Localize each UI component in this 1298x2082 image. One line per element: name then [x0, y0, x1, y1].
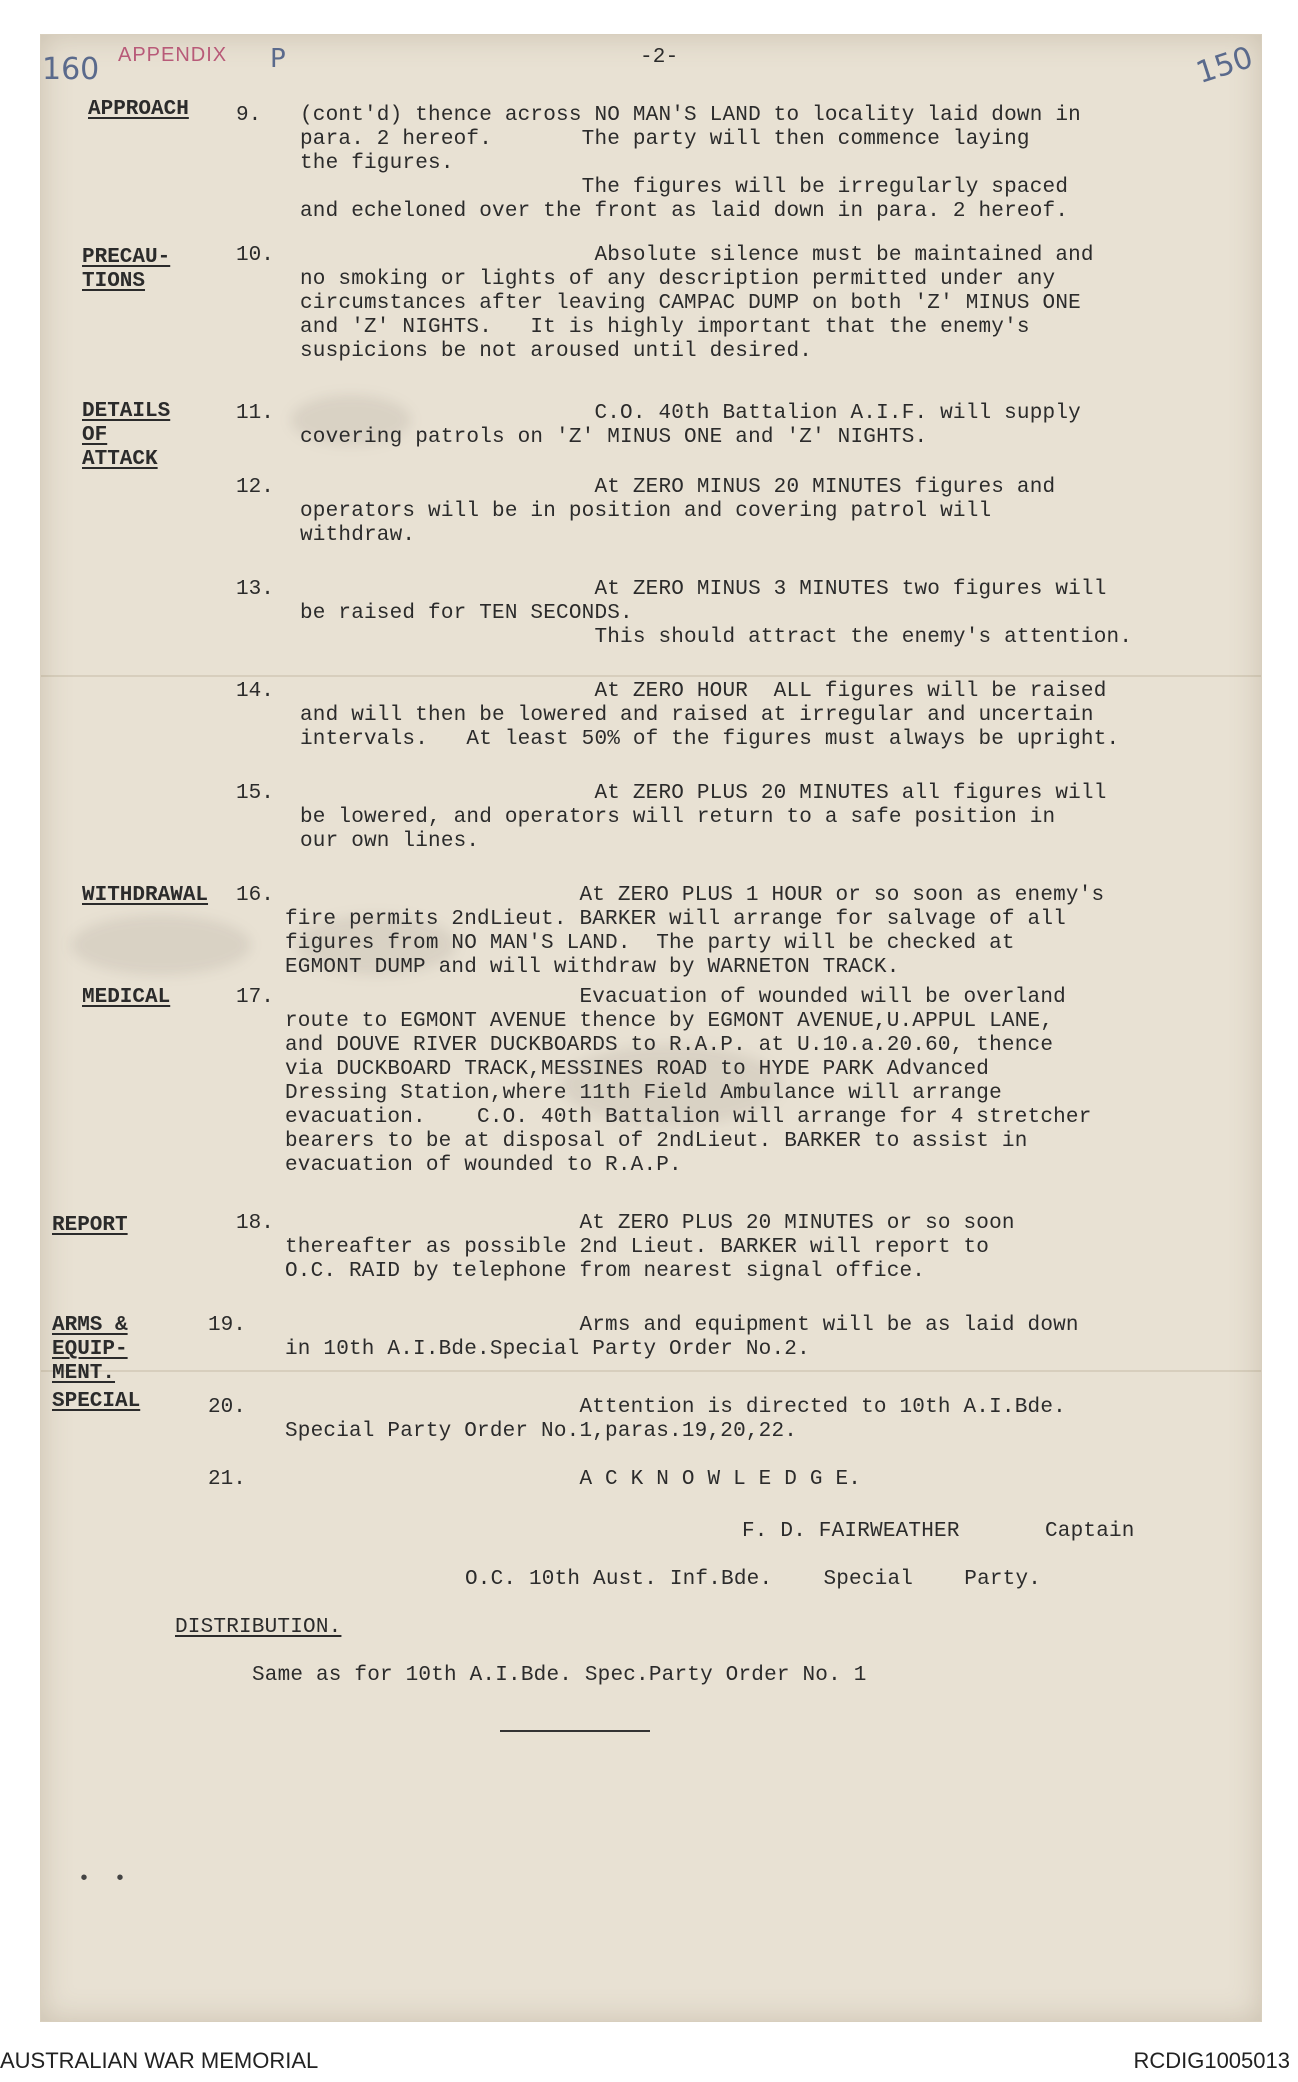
paragraph-line: be raised for TEN SECONDS.	[300, 602, 633, 625]
paragraph-line: no smoking or lights of any description permitted under any	[300, 268, 1056, 291]
section-heading: ARMS &	[52, 1314, 128, 1337]
paragraph-line: suspicions be not aroused until desired.	[300, 340, 813, 363]
signatory-rank: Captain	[1045, 1520, 1135, 1543]
section-heading: MEDICAL	[82, 986, 171, 1009]
paragraph-line: (cont'd) thence across NO MAN'S LAND to locality laid down in	[300, 104, 1081, 127]
paragraph-line: figures from NO MAN'S LAND. The party will be checked at	[285, 932, 1015, 955]
paragraph-number: 14.	[236, 680, 274, 703]
paragraph-line: C.O. 40th Battalion A.I.F. will supply	[300, 402, 1081, 425]
page-number: -2-	[640, 46, 679, 69]
paragraph-line: Arms and equipment will be as laid down	[285, 1314, 1079, 1337]
closing-rule	[500, 1730, 650, 1732]
handwritten-appendix-letter: P	[270, 44, 286, 74]
paragraph-line: fire permits 2ndLieut. BARKER will arrange for salvage of all	[285, 908, 1066, 931]
paragraph-line: Dressing Station,where 11th Field Ambulance will arrange	[285, 1082, 1002, 1105]
paragraph-line: At ZERO PLUS 20 MINUTES all figures will	[300, 782, 1107, 805]
paragraph-line: be lowered, and operators will return to a safe position in	[300, 806, 1056, 829]
footer-institution: AUSTRALIAN WAR MEMORIAL	[0, 2048, 319, 2073]
signatory-name: F. D. FAIRWEATHER	[742, 1520, 960, 1543]
paragraph-line: and will then be lowered and raised at irregular and uncertain	[300, 704, 1094, 727]
paragraph-line: and 'Z' NIGHTS. It is highly important that the enemy's	[300, 316, 1030, 339]
signatory-unit: O.C. 10th Aust. Inf.Bde. Special Party.	[465, 1568, 1042, 1591]
paragraph-line: bearers to be at disposal of 2ndLieut. BARKER to assist in	[285, 1130, 1028, 1153]
paragraph-line: intervals. At least 50% of the figures must always be upright.	[300, 728, 1120, 751]
paragraph-number: 15.	[236, 782, 274, 805]
paragraph-number: 21.	[208, 1468, 246, 1491]
paragraph-line: At ZERO MINUS 20 MINUTES figures and	[300, 476, 1056, 499]
paragraph-line: Evacuation of wounded will be overland	[285, 986, 1066, 1009]
paragraph-number: 16.	[236, 884, 274, 907]
paragraph-number: 10.	[236, 244, 274, 267]
paragraph-number: 18.	[236, 1212, 274, 1235]
section-heading: REPORT	[52, 1214, 128, 1237]
paragraph-line: withdraw.	[300, 524, 416, 547]
paragraph-number: 12.	[236, 476, 274, 499]
paragraph-line: At ZERO PLUS 1 HOUR or so soon as enemy's	[285, 884, 1105, 907]
paragraph-line: Special Party Order No.1,paras.19,20,22.	[285, 1420, 798, 1443]
section-heading: PRECAU-	[82, 246, 171, 269]
appendix-stamp: APPENDIX	[118, 44, 228, 66]
paper-fold	[41, 675, 1261, 677]
section-heading: APPROACH	[88, 98, 189, 121]
paragraph-number: 9.	[236, 104, 262, 127]
section-heading: DETAILS	[82, 400, 171, 423]
distribution-heading: DISTRIBUTION.	[175, 1616, 342, 1639]
paragraph-line: evacuation. C.O. 40th Battalion will arrange for 4 stretcher	[285, 1106, 1092, 1129]
handwritten-page-number: 150	[1191, 40, 1258, 91]
paragraph-line: operators will be in position and covering patrol will	[300, 500, 992, 523]
paragraph-line: Absolute silence must be maintained and	[300, 244, 1094, 267]
paragraph-line: via DUCKBOARD TRACK,MESSINES ROAD to HYDE PARK Advanced	[285, 1058, 990, 1081]
paragraph-line: our own lines.	[300, 830, 480, 853]
paragraph-number: 20.	[208, 1396, 246, 1419]
paragraph-line: At ZERO MINUS 3 MINUTES two figures will	[300, 578, 1107, 601]
section-heading: TIONS	[82, 270, 146, 293]
section-heading: SPECIAL	[52, 1390, 141, 1413]
paragraph-line: Attention is directed to 10th A.I.Bde.	[285, 1396, 1066, 1419]
paper-fold	[41, 1370, 1261, 1372]
paragraph-line: EGMONT DUMP and will withdraw by WARNETON TRACK.	[285, 956, 900, 979]
section-heading: MENT.	[52, 1362, 116, 1385]
section-heading: WITHDRAWAL	[82, 884, 209, 907]
paragraph-line: in 10th A.I.Bde.Special Party Order No.2.	[285, 1338, 810, 1361]
stray-marks: • •	[78, 1868, 127, 1891]
paragraph-line: At ZERO PLUS 20 MINUTES or so soon	[285, 1212, 1015, 1235]
distribution-text: Same as for 10th A.I.Bde. Spec.Party Order No. 1	[252, 1664, 867, 1687]
paragraph-line: para. 2 hereof. The party will then commence laying	[300, 128, 1030, 151]
section-heading: EQUIP-	[52, 1338, 128, 1361]
paragraph-line: circumstances after leaving CAMPAC DUMP on both 'Z' MINUS ONE	[300, 292, 1081, 315]
paragraph-number: 17.	[236, 986, 274, 1009]
paragraph-number: 19.	[208, 1314, 246, 1337]
paragraph-line: A C K N O W L E D G E.	[285, 1468, 862, 1491]
ink-smudge	[71, 915, 251, 975]
paragraph-number: 13.	[236, 578, 274, 601]
paragraph-line: covering patrols on 'Z' MINUS ONE and 'Z' NIGHTS.	[300, 426, 928, 449]
paragraph-line: and DOUVE RIVER DUCKBOARDS to R.A.P. at U.10.a.20.60, thence	[285, 1034, 1054, 1057]
footer-identifier: RCDIG1005013	[1133, 2048, 1290, 2073]
paragraph-line: route to EGMONT AVENUE thence by EGMONT AVENUE,U.APPUL LANE,	[285, 1010, 1054, 1033]
paragraph-line: and echeloned over the front as laid down in para. 2 hereof.	[300, 200, 1069, 223]
handwritten-folio-number: 160	[42, 52, 100, 87]
paragraph-line: thereafter as possible 2nd Lieut. BARKER will report to	[285, 1236, 990, 1259]
section-heading: OF	[82, 424, 108, 447]
paragraph-line: This should attract the enemy's attention.	[300, 626, 1133, 649]
section-heading: ATTACK	[82, 448, 158, 471]
paragraph-line: The figures will be irregularly spaced	[300, 176, 1069, 199]
paragraph-line: O.C. RAID by telephone from nearest signal office.	[285, 1260, 926, 1283]
paragraph-line: evacuation of wounded to R.A.P.	[285, 1154, 682, 1177]
paragraph-number: 11.	[236, 402, 274, 425]
paragraph-line: the figures.	[300, 152, 454, 175]
paragraph-line: At ZERO HOUR ALL figures will be raised	[300, 680, 1107, 703]
